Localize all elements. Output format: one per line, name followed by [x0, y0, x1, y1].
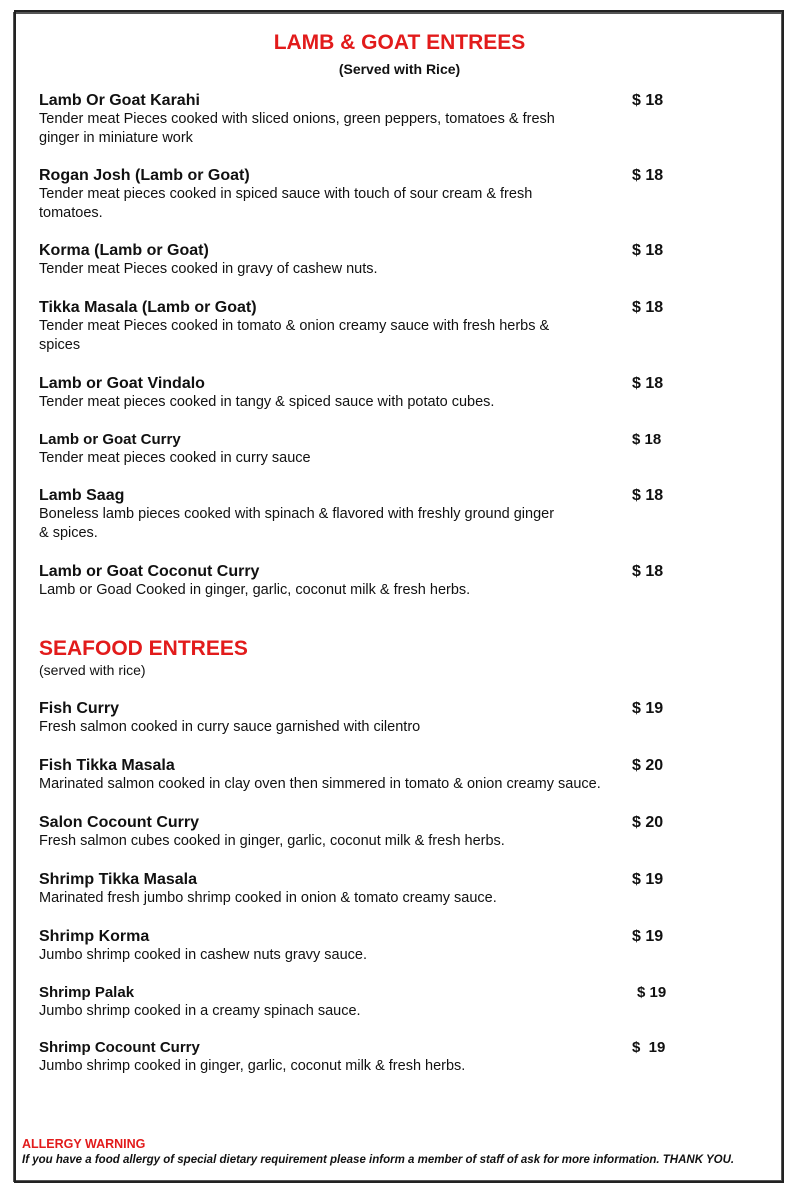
menu-item [39, 430, 739, 468]
menu-item [39, 813, 739, 851]
lamb-section-subtitle: (Served with Rice) [338, 61, 461, 77]
menu-item [39, 241, 739, 279]
item-description: Fresh salmon cooked in curry sauce garnished with cilentro [39, 719, 421, 735]
item-price: $ 18 [632, 431, 662, 448]
item-description: Tender meat Pieces cooked in tomato & onion creamy sauce with fresh herbs & spices [39, 318, 550, 353]
item-price: $ 19 [632, 1039, 666, 1056]
allergy-warning-title: ALLERGY WARNING [22, 1137, 146, 1151]
item-name: Tikka Masala (Lamb or Goat) [39, 299, 257, 316]
item-price: $ 20 [632, 757, 664, 774]
item-name: Lamb or Goat Curry [39, 431, 181, 448]
menu-item [39, 983, 739, 1021]
item-name: Fish Tikka Masala [39, 757, 175, 774]
item-price: $ 18 [632, 242, 664, 259]
item-name: Fish Curry [39, 700, 120, 717]
item-description: Jumbo shrimp cooked in cashew nuts gravy sauce. [39, 947, 368, 963]
menu-item [39, 91, 739, 148]
menu-item [39, 166, 739, 223]
item-name: Lamb or Goat Vindalo [39, 375, 205, 392]
item-price: $ 18 [632, 299, 664, 316]
menu-item [39, 562, 739, 600]
menu-item [39, 1038, 739, 1076]
item-price: $ 19 [637, 984, 667, 1001]
item-description: Jumbo shrimp cooked in ginger, garlic, coconut milk & fresh herbs. [39, 1058, 466, 1074]
item-name: Shrimp Palak [39, 984, 135, 1001]
item-name: Salon Cocount Curry [39, 814, 200, 831]
lamb-section-title: LAMB & GOAT ENTREES [273, 31, 526, 54]
item-name: Korma (Lamb or Goat) [39, 242, 209, 259]
item-price: $ 19 [632, 871, 664, 888]
menu-item [39, 927, 739, 965]
item-description: Boneless lamb pieces cooked with spinach & flavored with freshly ground ginger & spices. [39, 506, 555, 541]
item-description: Marinated fresh jumbo shrimp cooked in onion & tomato creamy sauce. [39, 890, 497, 906]
item-description: Tender meat Pieces cooked in gravy of cashew nuts. [39, 261, 378, 277]
item-description: Lamb or Goad Cooked in ginger, garlic, coconut milk & fresh herbs. [39, 582, 471, 598]
menu-item [39, 486, 739, 543]
item-description: Tender meat pieces cooked in spiced sauce with touch of sour cream & fresh tomatoes. [39, 186, 533, 221]
item-name: Shrimp Korma [39, 928, 150, 945]
item-price: $ 18 [632, 563, 664, 580]
seafood-section-title: SEAFOOD ENTREES [39, 637, 248, 660]
menu-item [39, 870, 739, 908]
item-price: $ 19 [632, 700, 664, 717]
item-description: Jumbo shrimp cooked in a creamy spinach sauce. [39, 1003, 361, 1019]
item-name: Lamb Or Goat Karahi [39, 92, 200, 109]
item-name: Lamb or Goat Coconut Curry [39, 563, 260, 580]
item-description: Marinated salmon cooked in clay oven then simmered in tomato & onion creamy sauce. [39, 776, 601, 792]
item-price: $ 18 [632, 487, 664, 504]
item-name: Lamb Saag [39, 487, 125, 504]
item-name: Rogan Josh (Lamb or Goat) [39, 167, 250, 184]
item-description: Tender meat pieces cooked in tangy & spiced sauce with potato cubes. [39, 394, 495, 410]
item-price: $ 20 [632, 814, 664, 831]
menu-item [39, 756, 739, 794]
allergy-warning-text: If you have a food allergy of special dietary requirement please inform a member of staff of ask for more information. THANK YOU. [22, 1154, 735, 1166]
menu-item [39, 298, 739, 355]
seafood-section-subtitle: (served with rice) [39, 662, 146, 678]
item-price: $ 18 [632, 92, 664, 109]
item-price: $ 19 [632, 928, 664, 945]
item-name: Shrimp Cocount Curry [39, 1039, 200, 1056]
item-price: $ 18 [632, 167, 664, 184]
item-description: Tender meat Pieces cooked with sliced onions, green peppers, tomatoes & fresh ginger in miniature work [39, 111, 555, 146]
item-description: Fresh salmon cubes cooked in ginger, garlic, coconut milk & fresh herbs. [39, 833, 505, 849]
item-price: $ 18 [632, 375, 664, 392]
menu-item [39, 374, 739, 412]
menu-item [39, 699, 739, 737]
item-name: Shrimp Tikka Masala [39, 871, 197, 888]
item-description: Tender meat pieces cooked in curry sauce [39, 450, 311, 466]
